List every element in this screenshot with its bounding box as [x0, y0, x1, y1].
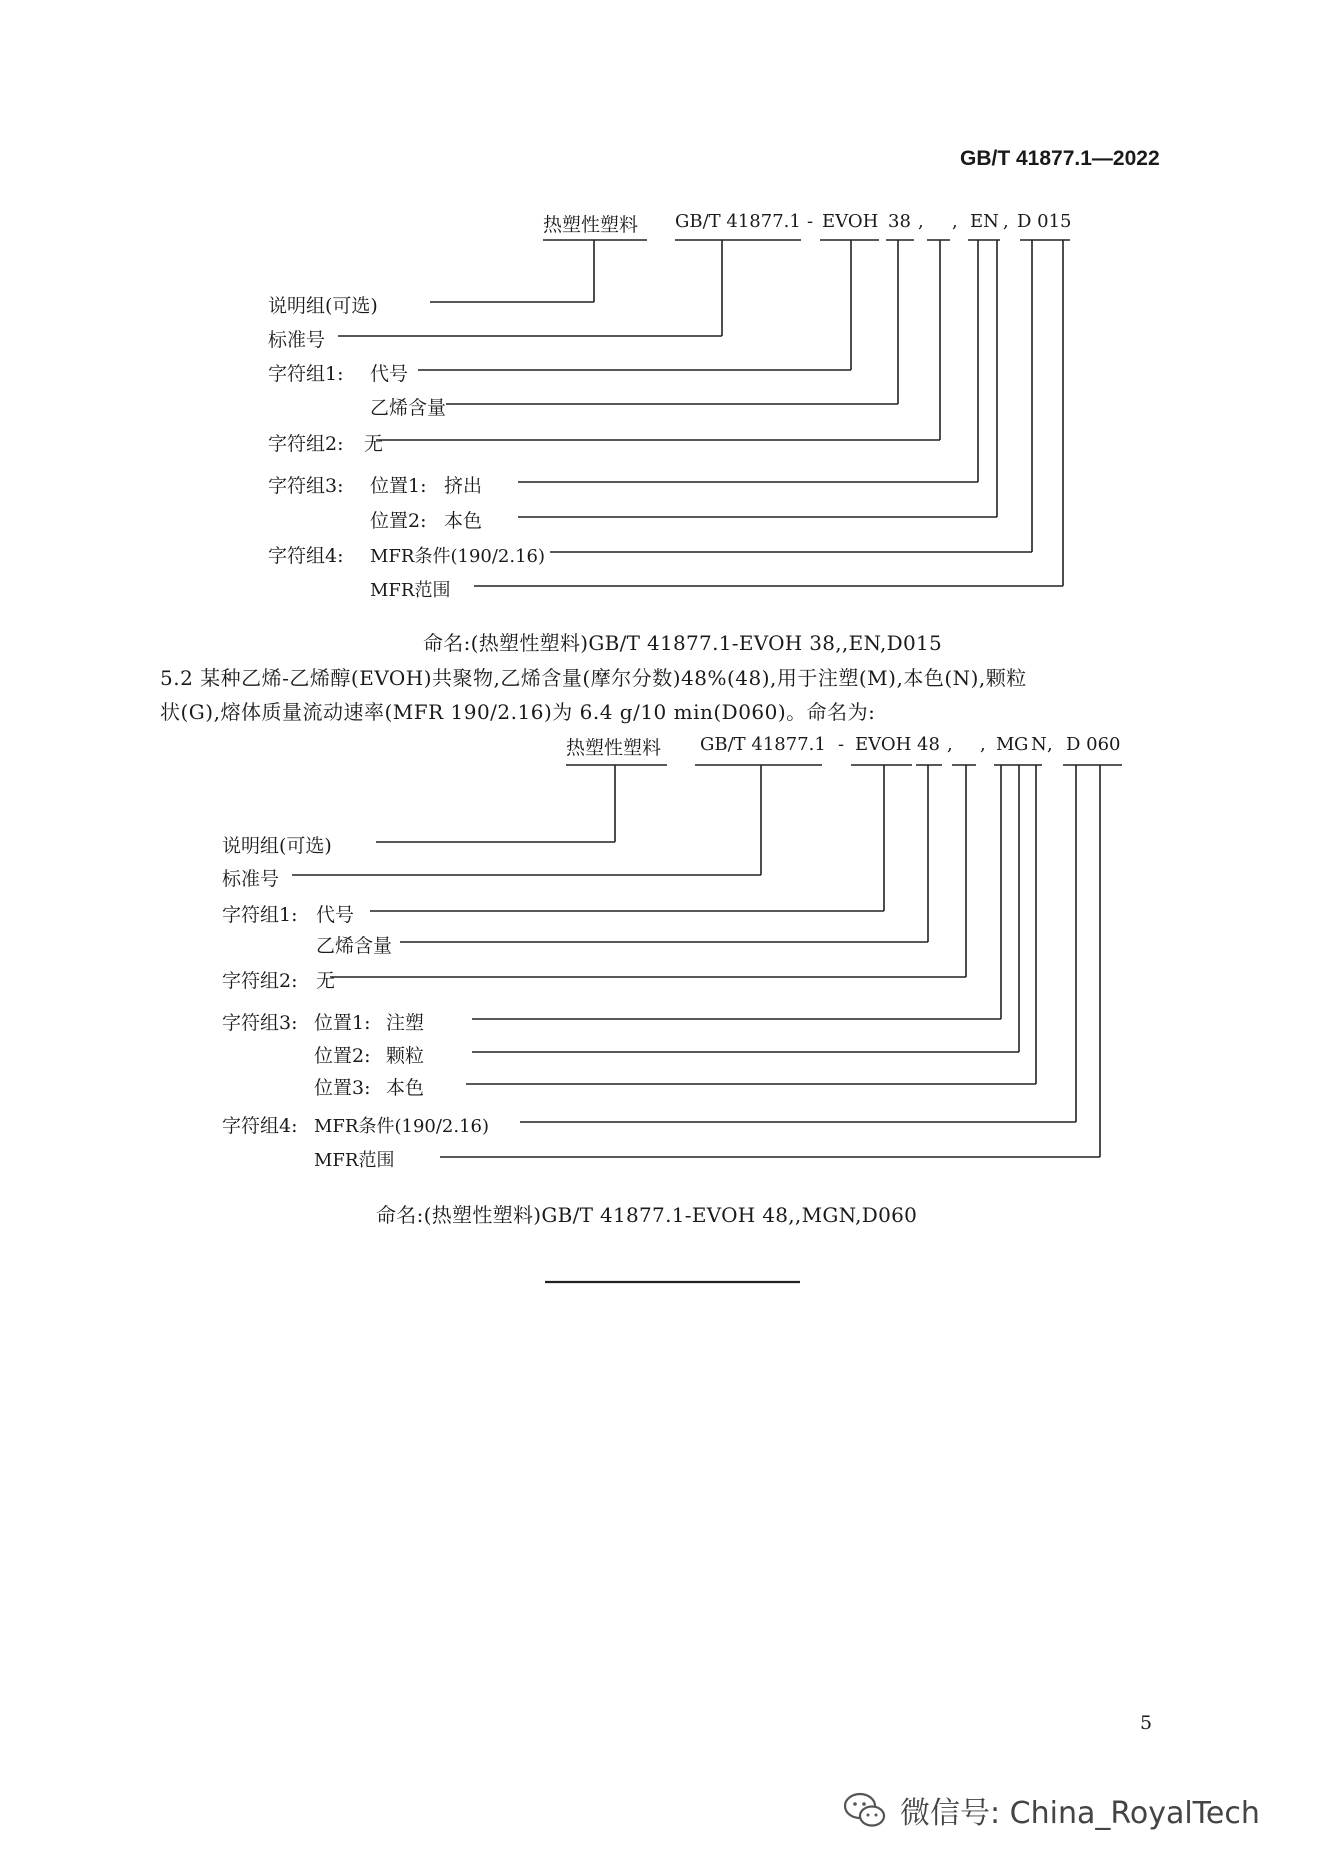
label-position3: 位置3:: [314, 1077, 371, 1099]
token-standard: GB/T 41877.1: [675, 211, 801, 232]
label-mfr-condition: MFR条件(190/2.16): [370, 546, 546, 567]
token-dash: -: [838, 734, 845, 755]
token-comma: ,: [918, 211, 924, 232]
label-group1-code: 代号: [316, 904, 355, 926]
label-group3: 字符组3:: [222, 1012, 298, 1034]
token-ethylene: 38: [888, 211, 911, 232]
token-comma: ,: [1003, 211, 1009, 232]
label-position1: 位置1:: [314, 1012, 371, 1034]
label-description-group: 说明组(可选): [268, 295, 378, 317]
label-description-group: 说明组(可选): [222, 835, 332, 857]
token-comma: ,: [1047, 734, 1053, 755]
label-group2-none: 无: [316, 970, 336, 992]
token-code: EVOH: [822, 211, 879, 232]
label-position2: 位置2:: [314, 1045, 371, 1067]
token-ethylene: 48: [917, 734, 940, 755]
token-group3-n: N: [1031, 734, 1047, 755]
label-position2-value: 本色: [444, 510, 483, 532]
naming-result-1: 命名:(热塑性塑料)GB/T 41877.1-EVOH 38,,EN,D015: [423, 631, 943, 655]
token-comma: ,: [952, 211, 958, 232]
watermark-text: 微信号: China_RoyalTech: [900, 1796, 1260, 1831]
label-group4: 字符组4:: [268, 545, 344, 567]
label-group2: 字符组2:: [222, 970, 298, 992]
token-thermoplastic: 热塑性塑料: [543, 214, 639, 236]
label-position1: 位置1:: [370, 475, 427, 497]
token-mfr: D 015: [1017, 211, 1072, 232]
token-thermoplastic: 热塑性塑料: [566, 737, 662, 759]
token-group3: EN: [970, 211, 999, 232]
label-ethylene-content: 乙烯含量: [370, 397, 447, 419]
token-standard: GB/T 41877.1: [700, 734, 826, 755]
label-group2: 字符组2:: [268, 433, 344, 455]
label-position3-value: 本色: [386, 1077, 425, 1099]
token-comma: ,: [947, 734, 953, 755]
label-ethylene-content: 乙烯含量: [316, 935, 393, 957]
label-position1-value: 挤出: [444, 475, 483, 497]
label-group2-none: 无: [364, 433, 384, 455]
token-group3-m: M: [996, 734, 1015, 755]
label-standard-number: 标准号: [222, 868, 280, 890]
label-standard-number: 标准号: [268, 329, 326, 351]
label-position2: 位置2:: [370, 510, 427, 532]
label-mfr-range: MFR范围: [370, 580, 451, 601]
standard-number: GB/T 41877.1—2022: [960, 147, 1160, 170]
token-group3-g: G: [1014, 734, 1029, 755]
label-position2-value: 颗粒: [386, 1045, 425, 1067]
token-code: EVOH: [855, 734, 912, 755]
label-mfr-range: MFR范围: [314, 1150, 395, 1171]
watermark: [842, 1788, 1260, 1832]
page-number: 5: [1140, 1712, 1153, 1734]
naming-result-2: 命名:(热塑性塑料)GB/T 41877.1-EVOH 48,,MGN,D060: [376, 1203, 918, 1227]
token-mfr: D 060: [1066, 734, 1121, 755]
token-comma: ,: [980, 734, 986, 755]
token-dash: -: [807, 211, 814, 232]
label-mfr-condition: MFR条件(190/2.16): [314, 1116, 490, 1137]
label-group4: 字符组4:: [222, 1115, 298, 1137]
label-group1: 字符组1:: [222, 904, 298, 926]
label-group3: 字符组3:: [268, 475, 344, 497]
label-group1-code: 代号: [370, 363, 409, 385]
label-group1: 字符组1:: [268, 363, 344, 385]
label-position1-value: 注塑: [386, 1012, 425, 1034]
wechat-icon: [842, 1790, 888, 1830]
paragraph-5-2-line1: 5.2 某种乙烯-乙烯醇(EVOH)共聚物,乙烯含量(摩尔分数)48%(48),用于注塑(M),本色(N),颗粒: [160, 666, 1027, 690]
paragraph-5-2-line2: 状(G),熔体质量流动速率(MFR 190/2.16)为 6.4 g/10 min(D060)。命名为:: [160, 700, 876, 724]
